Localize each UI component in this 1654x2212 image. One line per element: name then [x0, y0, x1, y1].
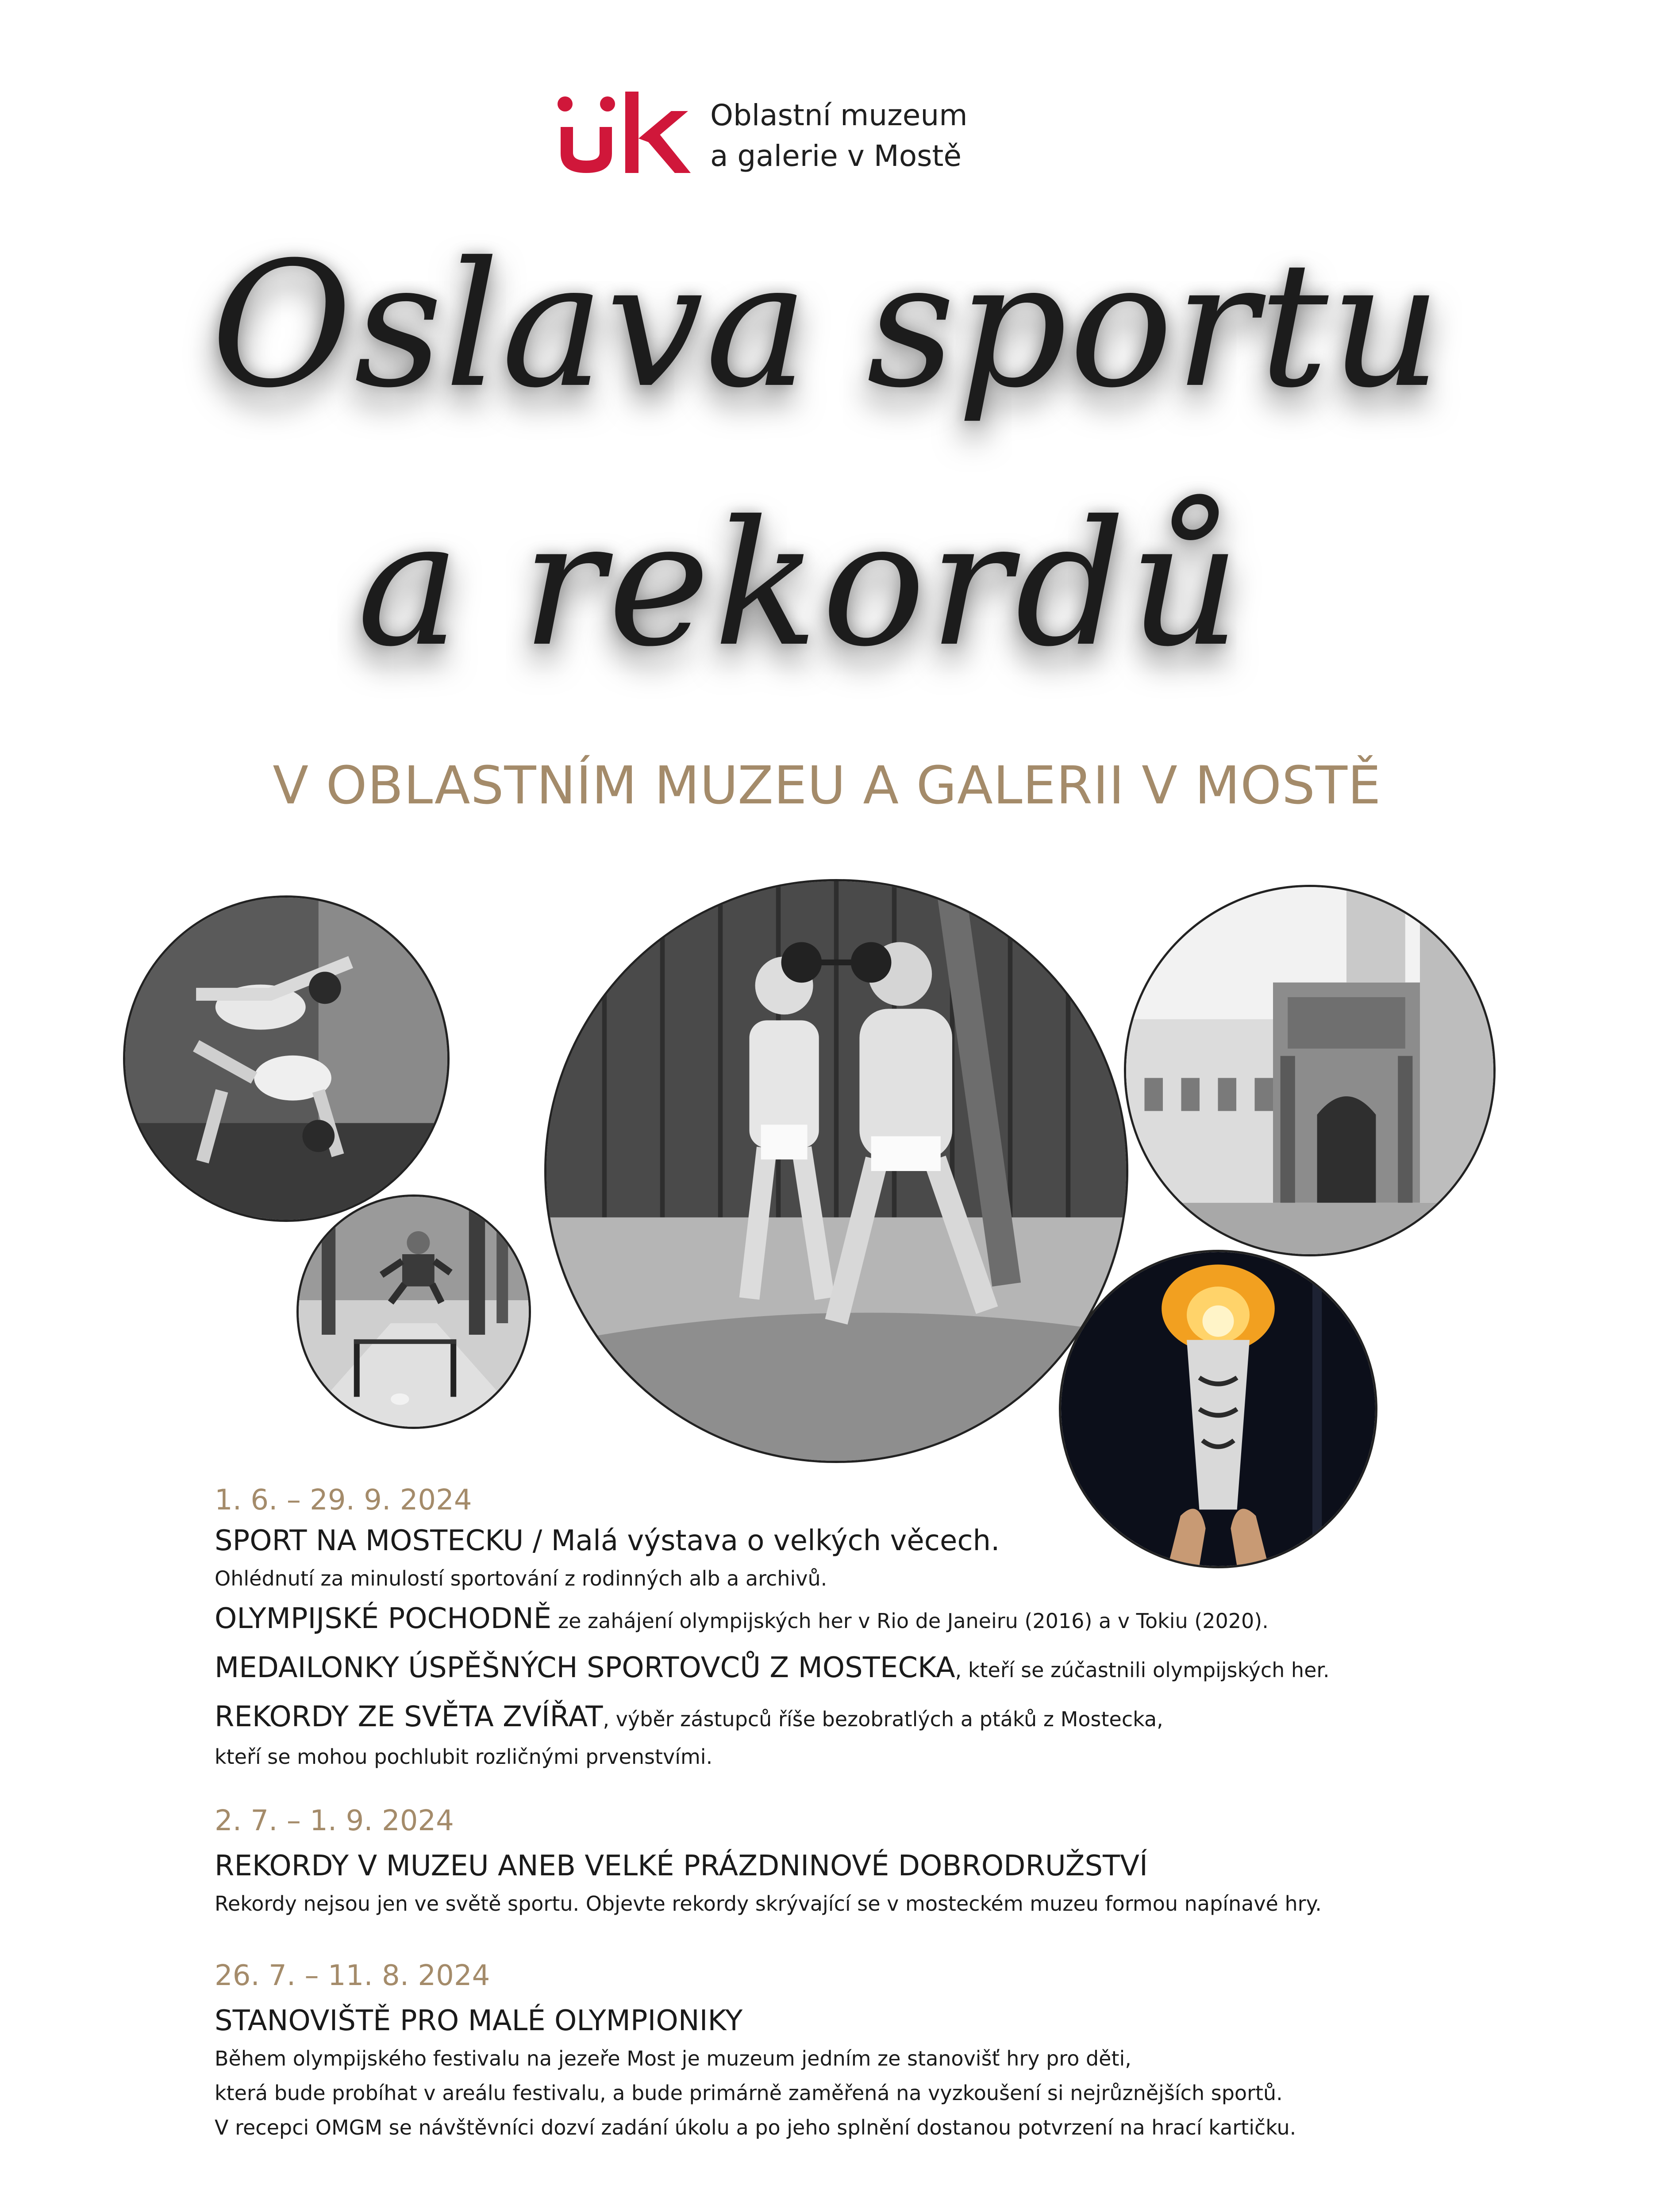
program-date-2: 2. 7. – 1. 9. 2024 — [215, 1805, 454, 1837]
program-item-medailonky — [215, 1647, 1542, 1690]
program-date-3: 26. 7. – 11. 8. 2024 — [215, 1959, 490, 1992]
photo-weights — [544, 879, 1128, 1463]
program-desc-stanoviste-2: která bude probíhat v areálu festivalu, a bude primárně zaměřená na vyzkoušení si nejrůznějších sportů. — [215, 2081, 1283, 2105]
photo-hurdle — [296, 1194, 531, 1429]
title-line-2: a rekordů — [357, 484, 1244, 684]
program-desc-stanoviste-1: Během olympijského festivalu na jezeře Most je muzeum jedním ze stanovišť hry pro děti, — [215, 2047, 1131, 2070]
program-desc-ohlednuti: Ohlédnutí za minulostí sportování z rodinných alb a archivů. — [215, 1567, 827, 1590]
program-heading-rekordy-v-muzeu: REKORDY V MUZEU ANEB VELKÉ PRÁZDNINOVÉ DOBRODRUŽSTVÍ — [215, 1850, 1148, 1882]
program-heading-medailonky: MEDAILONKY ÚSPĚŠNÝCH SPORTOVCŮ Z MOSTECKA — [215, 1651, 955, 1684]
program-heading-pochodne: OLYMPIJSKÉ POCHODNĚ — [215, 1602, 552, 1635]
photo-building — [1124, 885, 1496, 1256]
program-desc-rekordy-v-muzeu: Rekordy nejsou jen ve světě sportu. Objevte rekordy skrývající se v mosteckém muzeu formou napínavé hry. — [215, 1892, 1322, 1916]
program-block-2 — [215, 1801, 1542, 1921]
title-line-1: Oslava sportu — [211, 225, 1443, 426]
program-block-1 — [215, 1480, 1542, 1774]
program-heading-sport-na-mostecku: SPORT NA MOSTECKU / Malá výstava o velkých věcech. — [215, 1525, 1000, 1557]
program-item-pochodne — [215, 1598, 1542, 1641]
program-desc-rekordy-zvirat: , výběr zástupců říše bezobratlých a ptáků z Mostecka, — [603, 1707, 1163, 1731]
program-desc-medailonky: , kteří se zúčastnili olympijských her. — [955, 1658, 1330, 1682]
omgm-logo-icon — [555, 86, 701, 175]
program-desc-prvenstvi: kteří se mohou pochlubit rozličnými prvenstvími. — [215, 1745, 713, 1769]
program-item-rekordy-zvirat — [215, 1697, 1542, 1740]
program-heading-rekordy-zvirat: REKORDY ZE SVĚTA ZVÍŘAT — [215, 1701, 603, 1733]
photo-gymnasts — [123, 895, 450, 1222]
program-desc-pochodne: ze zahájení olympijských her v Rio de Janeiru (2016) a v Tokiu (2020). — [551, 1609, 1269, 1633]
museum-logo — [555, 86, 1086, 175]
program-desc-stanoviste-3: V recepci OMGM se návštěvníci dozví zadání úkolu a po jeho splnění dostanou potvrzení na hrací kartičku. — [215, 2116, 1296, 2139]
museum-name-line2: a galerie v Mostě — [710, 139, 962, 173]
museum-name — [710, 95, 968, 177]
subtitle: V OBLASTNÍM MUZEU A GALERII V MOSTĚ — [273, 755, 1381, 816]
program-date-1: 1. 6. – 29. 9. 2024 — [215, 1484, 472, 1517]
program-block-3 — [215, 1955, 1542, 2145]
museum-name-line1: Oblastní muzeum — [710, 98, 968, 132]
program-heading-stanoviste: STANOVIŠTĚ PRO MALÉ OLYMPIONIKY — [215, 2005, 743, 2037]
